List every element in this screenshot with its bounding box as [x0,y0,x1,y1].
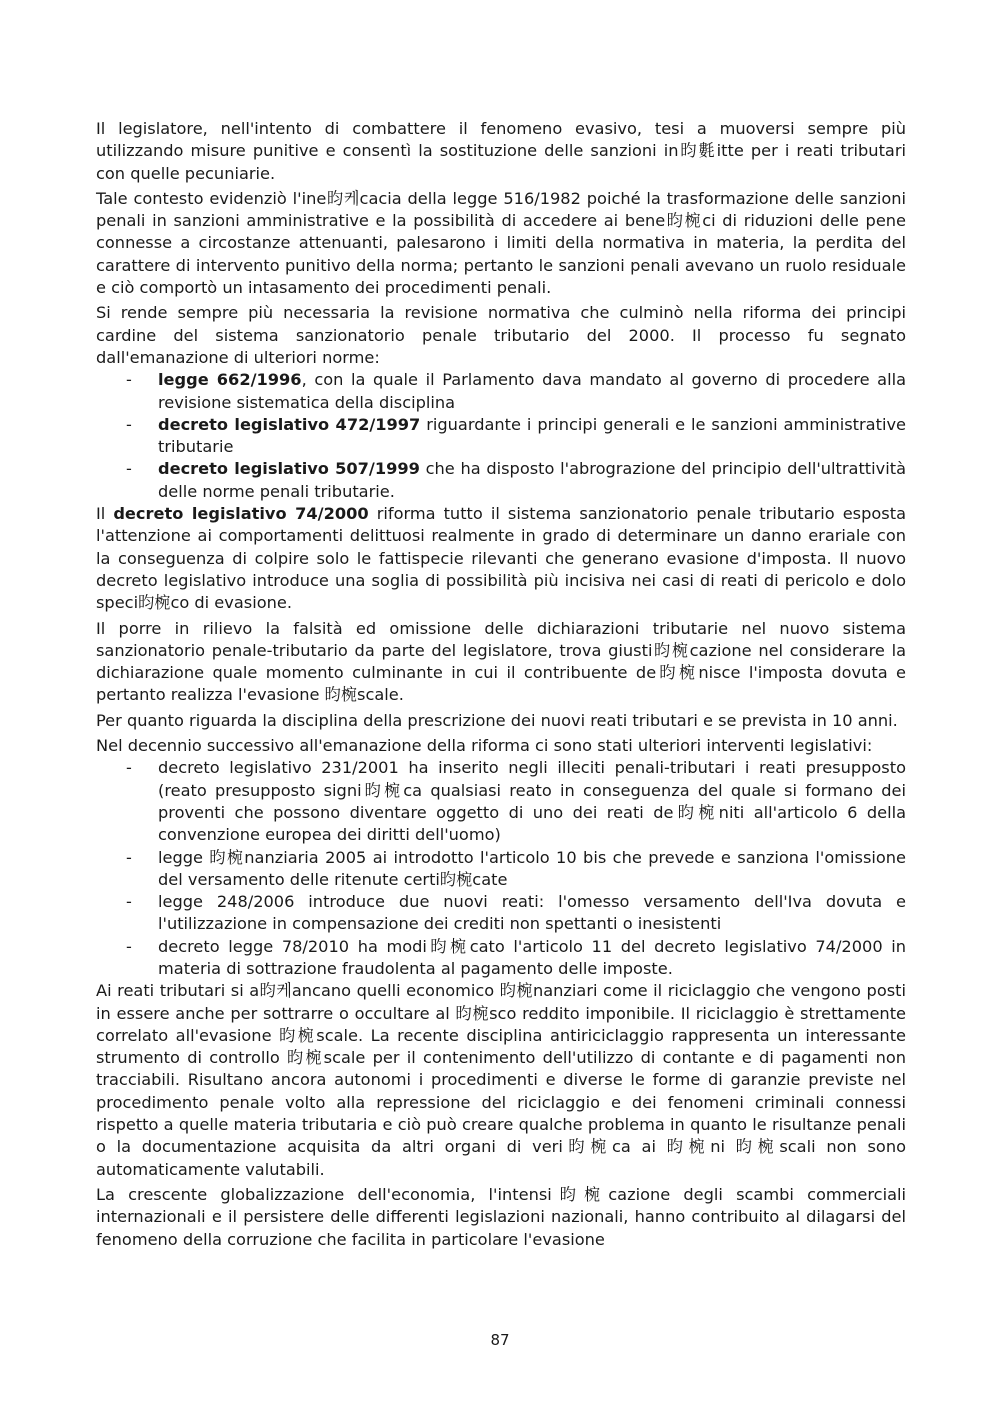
list-item-text: che ha disposto l'abrograzione del principio dell'ultrattività delle norme penali tributarie. [158,459,906,501]
paragraph-4 [96,503,906,614]
norms-list [96,369,906,503]
law-reference: decreto legislativo 507/1999 [158,459,420,479]
paragraph-4-post: riforma tutto il sistema sanzionatorio penale tributario esposta l'attenzione ai comportamenti delittuosi realmente in grado di determinare un danno erariale con la conseguenza di colpire solo le fattispecie rilevanti che generano evasione d'imposta. Il nuovo decreto legislativo introduce una soglia di possibilità più incisiva nei casi di reati di pericolo e dolo speci昀椀co di evasione. [96,504,906,613]
paragraph-2: Tale contesto evidenziò l'ine昀케cacia della legge 516/1982 poiché la trasformazione delle sanzioni penali in sanzioni amministrative e la possibilità di accedere ai bene昀椀ci di riduzioni delle pene connesse a circostanze attenuanti, palesarono i limiti della normativa in materia, la perdita del carattere di intervento punitivo della norma; pertanto le sanzioni penali avevano un ruolo residuale e ciò comportò un intasamento dei procedimenti penali. [96,188,906,298]
interventions-list [96,757,906,980]
document-body [96,118,906,1251]
paragraph-6: Per quanto riguarda la disciplina della prescrizione dei nuovi reati tributari e se prevista in 10 anni. [96,710,898,730]
law-reference: legge 662/1996 [158,370,302,390]
list-item: - decreto legislativo 231/2001 ha inserito negli illeciti penali-tributari i reati presupposto (reato presupposto signi昀椀ca qualsiasi reato in conseguenza del quale si formano dei proventi che possono diventare oggetto di uno dei reati de昀椀niti all'articolo 6 della convenzione europea dei diritti dell'uomo) [96,757,906,846]
law-reference: decreto legislativo 472/1997 [158,414,421,434]
paragraph-5: Il porre in rilievo la falsità ed omissione delle dichiarazioni tributarie nel nuovo sistema sanzionatorio penale-tributario da parte del legislatore, trova giusti昀椀cazione nel considerare la dichiarazione quale momento culminante in cui il contribuente de昀椀nisce l'imposta dovuta e pertanto realizza l'evasione 昀椀scale. [96,618,906,705]
paragraph-4-pre: Il [96,504,114,524]
list-item: - legge 248/2006 introduce due nuovi reati: l'omesso versamento dell'Iva dovuta e l'utilizzazione in compensazione dei crediti non spettanti o inesistenti [96,891,906,936]
law-reference: decreto legislativo 74/2000 [113,504,369,524]
list-item-text: , con la quale il Parlamento dava mandato al governo di procedere alla revisione sistematica della disciplina [158,370,907,412]
list-item [96,458,906,503]
paragraph-1: Il legislatore, nell'intento di combattere il fenomeno evasivo, tesi a muoversi sempre più utilizzando misure punitive e consentì la sostituzione delle sanzioni in昀氀itte per i reati tributari con quelle pecuniarie. [96,119,906,183]
page-number: 87 [490,1331,510,1349]
list-item [96,414,906,459]
list-item [96,369,906,414]
list-item: - legge 昀椀nanziaria 2005 ai introdotto l'articolo 10 bis che prevede e sanziona l'omissione del versamento delle ritenute certi昀椀cate [96,847,906,892]
list-item: - decreto legge 78/2010 ha modi昀椀cato l'articolo 11 del decreto legislativo 74/2000 in materia di sottrazione fraudolenta al pagamento delle imposte. [96,936,906,981]
paragraph-9: La crescente globalizzazione dell'economia, l'intensi昀椀cazione degli scambi commerciali internazionali e il persistere delle differenti legislazioni nazionali, hanno contribuito al dilagarsi del fenomeno della corruzione che facilita in particolare l'evasione [96,1184,906,1249]
paragraph-3: Si rende sempre più necessaria la revisione normativa che culminò nella riforma dei principi cardine del sistema sanzionatorio penale tributario del 2000. Il processo fu segnato dall'emanazione di ulteriori norme: [96,303,906,367]
paragraph-7: Nel decennio successivo all'emanazione della riforma ci sono stati ulteriori interventi legislativi: [96,736,873,756]
paragraph-8: Ai reati tributari si a昀케ancano quelli economico 昀椀nanziari come il riciclaggio che vengono posti in essere anche per sottrarre o occultare al 昀椀sco reddito imponibile. Il riciclaggio è strettamente correlato all'evasione 昀椀scale. La recente disciplina antiriciclaggio rappresenta un interessante strumento di controllo 昀椀scale per il contenimento dell'utilizzo di contante e di pagamenti non tracciabili. Risultano ancora autonomi i procedimenti e diverse le forme di garanzie previste nel procedimento penale volto alla repressione del riciclaggio e dei fenomeni criminali connessi rispetto a quelle materia tributaria e ciò può creare qualche problema in quanto le risultanze penali o la documentazione acquisita da altri organi di veri昀椀ca ai 昀椀ni 昀椀scali non sono automaticamente valutabili. [96,981,906,1179]
list-item-text: riguardante i principi generali e le sanzioni amministrative tributarie [158,414,906,457]
